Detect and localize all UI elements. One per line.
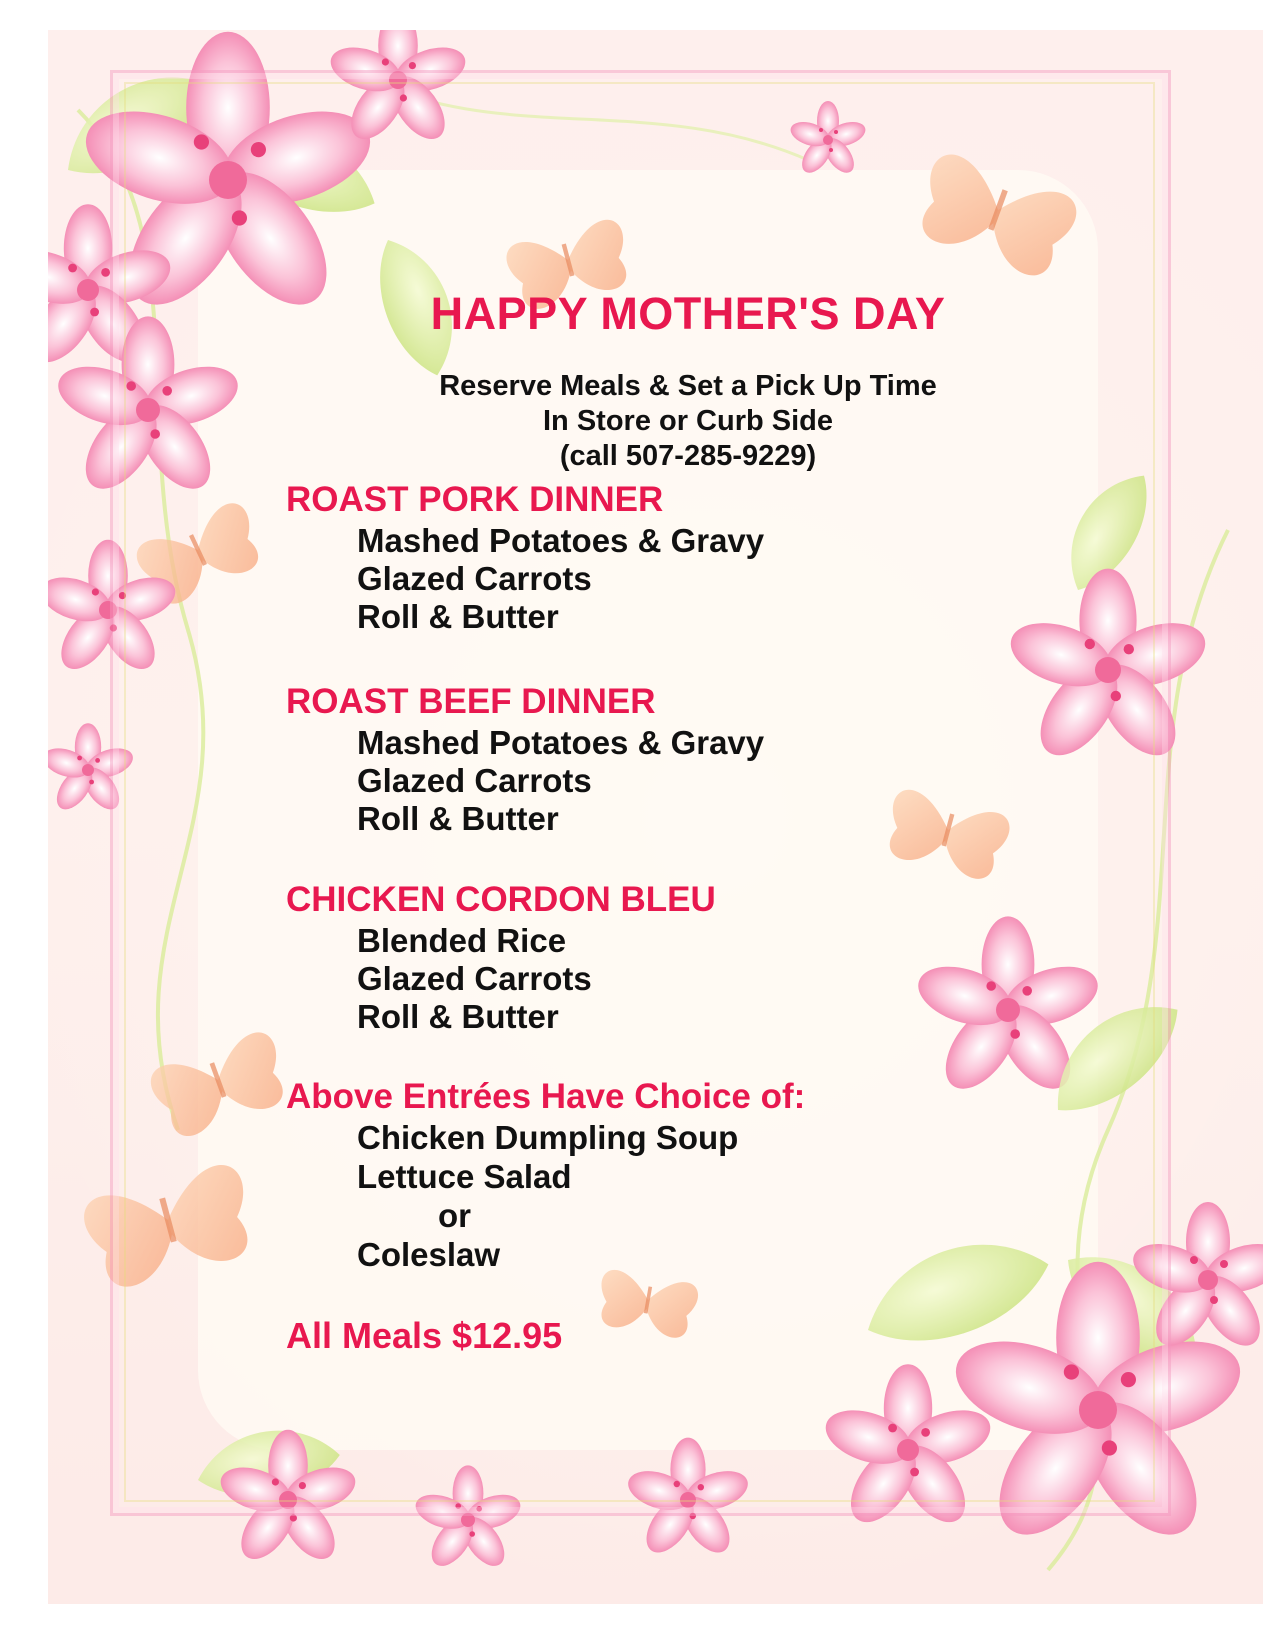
menu-item: Lettuce Salad [357, 1158, 572, 1195]
pickup-line: In Store or Curb Side [542, 405, 834, 437]
menu-item: Coleslaw [357, 1236, 501, 1273]
menu-item: Roll & Butter [357, 598, 559, 635]
menu-item: Mashed Potatoes & Gravy [357, 724, 765, 761]
phone-line: (call 507-285-9229) [559, 440, 817, 472]
section-heading-chicken-cordon-bleu: CHICKEN CORDON BLEU [286, 880, 716, 919]
menu-item: Glazed Carrots [357, 960, 592, 997]
section-heading-choice: Above Entrées Have Choice of: [286, 1077, 806, 1116]
menu-content [48, 30, 1263, 1604]
menu-item: Roll & Butter [357, 800, 559, 837]
price-line: All Meals $12.95 [286, 1315, 563, 1356]
menu-item: Roll & Butter [357, 998, 559, 1035]
menu-item: Blended Rice [357, 922, 567, 959]
page-title: HAPPY MOTHER'S DAY [430, 288, 946, 339]
menu-item-or: or [438, 1197, 471, 1234]
menu-item: Glazed Carrots [357, 762, 592, 799]
reserve-line: Reserve Meals & Set a Pick Up Time [439, 370, 937, 402]
menu-item: Glazed Carrots [357, 560, 592, 597]
menu-item: Chicken Dumpling Soup [357, 1119, 739, 1156]
menu-item: Mashed Potatoes & Gravy [357, 522, 765, 559]
section-heading-roast-beef: ROAST BEEF DINNER [286, 682, 656, 721]
section-heading-roast-pork: ROAST PORK DINNER [286, 480, 664, 519]
flyer-page [48, 30, 1263, 1604]
